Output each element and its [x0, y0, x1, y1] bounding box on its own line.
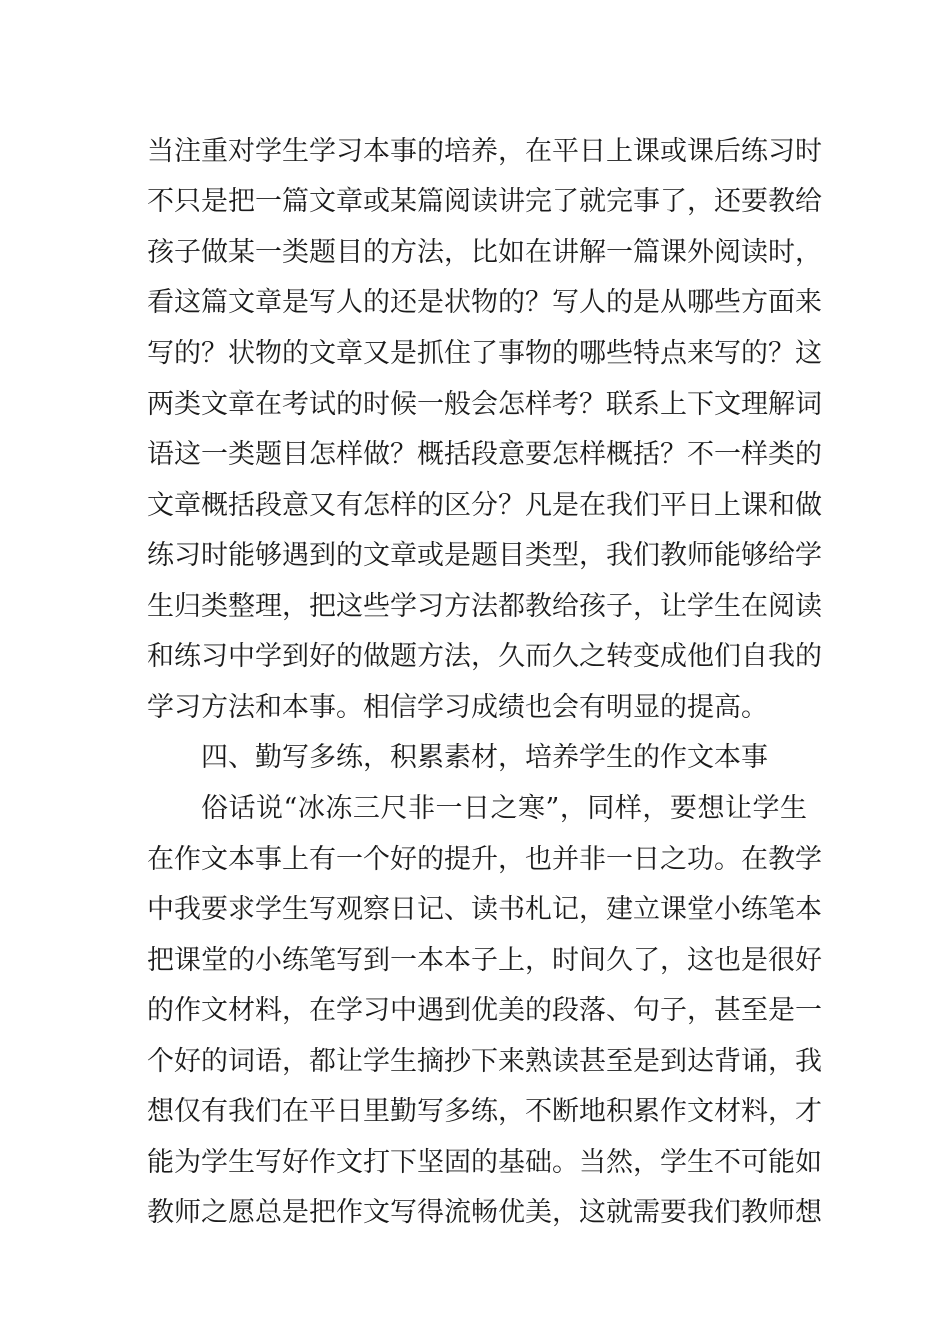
- paragraph-line: 当注重对学生学习本事的培养，在平日上课或课后练习时: [147, 136, 822, 167]
- paragraph-line: 在作文本事上有一个好的提升，也并非一日之功。在教学: [147, 844, 822, 875]
- paragraph-line: 的作文材料，在学习中遇到优美的段落、句子，甚至是一: [147, 995, 822, 1026]
- paragraph-line: 文章概括段意又有怎样的区分？凡是在我们平日上课和做: [147, 490, 822, 521]
- paragraph-line: 想仅有我们在平日里勤写多练，不断地积累作文材料，才: [147, 1096, 822, 1127]
- paragraph-line: 把课堂的小练笔写到一本本子上，时间久了，这也是很好: [147, 945, 822, 976]
- paragraph-line: 能为学生写好作文打下坚固的基础。当然，学生不可能如: [147, 1147, 822, 1178]
- paragraph-line: 练习时能够遇到的文章或是题目类型，我们教师能够给学: [147, 540, 822, 571]
- paragraph-line: 生归类整理，把这些学习方法都教给孩子，让学生在阅读: [147, 591, 822, 622]
- paragraph-line: 教师之愿总是把作文写得流畅优美，这就需要我们教师想: [147, 1197, 822, 1228]
- paragraph-line: 个好的词语，都让学生摘抄下来熟读甚至是到达背诵，我: [147, 1046, 822, 1077]
- paragraph-line: 孩子做某一类题目的方法，比如在讲解一篇课外阅读时，: [147, 237, 822, 268]
- paragraph-line: 中我要求学生写观察日记、读书札记，建立课堂小练笔本: [147, 894, 822, 925]
- paragraph-line: 学习方法和本事。相信学习成绩也会有明显的提高。: [147, 692, 768, 723]
- paragraph-line: 写的？状物的文章又是抓住了事物的哪些特点来写的？这: [147, 338, 822, 369]
- section-heading: 四、勤写多练，积累素材，培养学生的作文本事: [201, 742, 768, 773]
- paragraph-line: 看这篇文章是写人的还是状物的？写人的是从哪些方面来: [147, 287, 822, 318]
- paragraph-line: 不只是把一篇文章或某篇阅读讲完了就完事了，还要教给: [147, 186, 822, 217]
- paragraph-line: 俗话说“冰冻三尺非一日之寒”，同样，要想让学生: [201, 793, 807, 824]
- paragraph-line: 和练习中学到好的做题方法，久而久之转变成他们自我的: [147, 641, 822, 672]
- paragraph-line: 语这一类题目怎样做？概括段意要怎样概括？不一样类的: [147, 439, 822, 470]
- paragraph-line: 两类文章在考试的时候一般会怎样考？联系上下文理解词: [147, 389, 822, 420]
